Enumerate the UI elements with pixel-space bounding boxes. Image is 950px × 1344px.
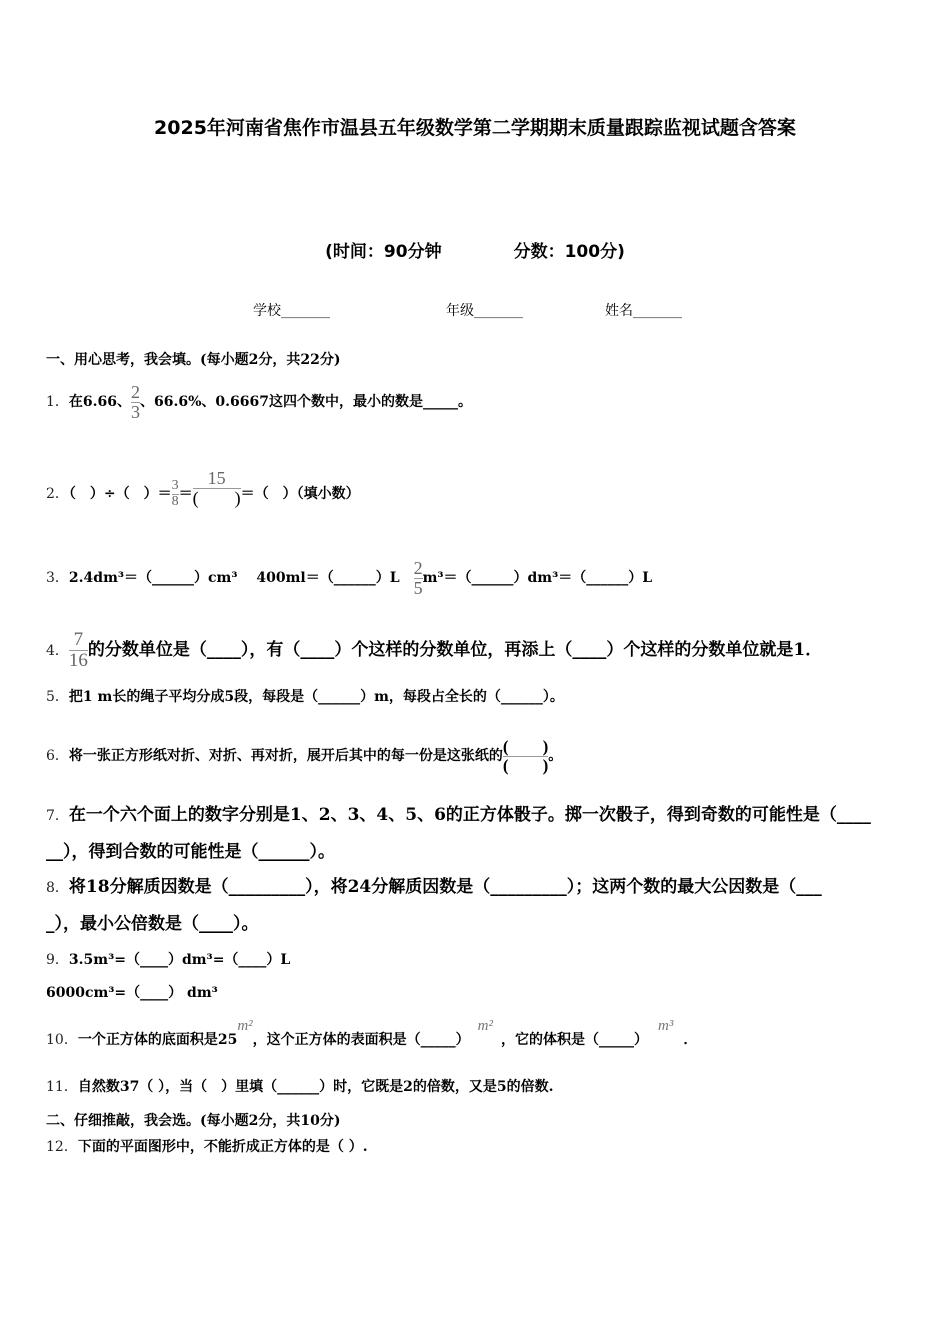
question-text: 、66.6%、0.6667这四个数中，最小的数是_____。: [140, 394, 473, 410]
question-11: [46, 1077, 554, 1097]
unit: m²: [237, 1018, 253, 1034]
section-2-heading: 二、仔细推敲，我会选。(每小题2分，共10分): [46, 1113, 341, 1129]
question-number: 12．: [46, 1139, 78, 1155]
question-7-cont: __），得到合数的可能性是（______）。: [46, 842, 335, 862]
question-text: （ ）÷（ ）＝: [68, 486, 172, 502]
total-score: 分数：100分): [513, 242, 625, 262]
question-1: [46, 374, 472, 430]
question-7: [46, 804, 871, 827]
fraction-blank[interactable]: $\frac{( )}{( )}$: [502, 736, 549, 775]
question-text: ，它的体积是（_____）: [501, 1032, 648, 1048]
question-text: m³＝（______）dm³＝（______）L: [422, 570, 653, 586]
question-number: 11．: [46, 1079, 78, 1095]
question-text: 在6.66、: [68, 394, 132, 410]
name-field[interactable]: 姓名_______: [605, 303, 682, 319]
question-number: 1．: [46, 394, 69, 410]
question-number: 7．: [46, 808, 69, 824]
fraction: $\frac{3}{8}$: [171, 477, 179, 509]
question-number: 9．: [46, 952, 69, 968]
question-text: 下面的平面图形中，不能折成正方体的是（ ）.: [77, 1139, 368, 1155]
grade-field[interactable]: 年级_______: [446, 303, 523, 319]
unit: m²: [477, 1018, 493, 1034]
period: 。: [548, 748, 563, 764]
period: ．: [683, 1032, 698, 1048]
section-1-heading: 一、用心思考，我会填。(每小题2分，共22分): [46, 352, 341, 368]
question-number: 10．: [46, 1032, 78, 1048]
question-3: [46, 542, 652, 614]
equals: ＝: [178, 486, 193, 502]
question-number: 3．: [46, 570, 69, 586]
question-number: 6．: [46, 748, 69, 764]
question-9: [46, 950, 290, 970]
question-5: [46, 687, 564, 707]
question-number: 2．: [46, 486, 69, 502]
question-text: 将一张正方形纸对折、对折、再对折，展开后其中的每一份是这张纸的: [68, 748, 503, 764]
fraction-blank[interactable]: $\frac{15}{( )}$: [192, 467, 241, 508]
question-number: 5．: [46, 689, 69, 705]
question-number: 8．: [46, 880, 69, 896]
page-title: 2025年河南省焦作市温县五年级数学第二学期期末质量跟踪监视试题含答案: [154, 117, 796, 139]
question-text: 一个正方体的底面积是25: [77, 1032, 238, 1048]
time-limit: (时间：90分钟: [325, 242, 442, 262]
question-4: [46, 622, 822, 679]
question-text: ，这个正方体的表面积是（_____）: [252, 1032, 470, 1048]
question-10: [46, 1018, 698, 1050]
school-field[interactable]: 学校_______: [253, 303, 330, 319]
question-12: [46, 1137, 368, 1157]
question-text: 3.5m³=（____）dm³=（____）L: [68, 952, 291, 968]
question-8: [46, 876, 822, 899]
question-text: 的分数单位是（____），有（____）个这样的分数单位，再添上（____）个这样的分数单位就是1．: [87, 640, 823, 660]
unit: m³: [658, 1018, 674, 1034]
fraction: $\frac{2}{5}$: [413, 557, 423, 598]
question-text: 把1 m长的绳子平均分成5段，每段是（______）m，每段占全长的（______）。: [68, 689, 564, 705]
question-text: 自然数37（ ），当（ ）里填（______）时，它既是2的倍数，又是5的倍数.: [77, 1079, 554, 1095]
fraction: $\frac{2}{3}$: [131, 381, 141, 422]
question-number: 4．: [46, 643, 69, 659]
question-6: [46, 720, 562, 792]
question-9-cont: 6000cm³=（____） dm³: [46, 985, 218, 1001]
question-2: [46, 458, 360, 530]
question-text: ＝（ ）（填小数）: [240, 486, 360, 502]
exam-meta: [0, 237, 950, 262]
question-text: 2.4dm³＝（______）cm³ 400ml＝（______）L: [68, 570, 414, 586]
question-text: 在一个六个面上的数字分别是1、2、3、4、5、6的正方体骰子。掷一次骰子，得到奇数的可能性是（____: [68, 805, 871, 825]
fraction: $\frac{7}{16}$: [68, 629, 88, 671]
question-8-cont: _），最小公倍数是（____）。: [46, 914, 259, 934]
question-text: 将18分解质因数是（_________），将24分解质因数是（_________）；这两个数的最大公因数是（___: [68, 877, 822, 897]
